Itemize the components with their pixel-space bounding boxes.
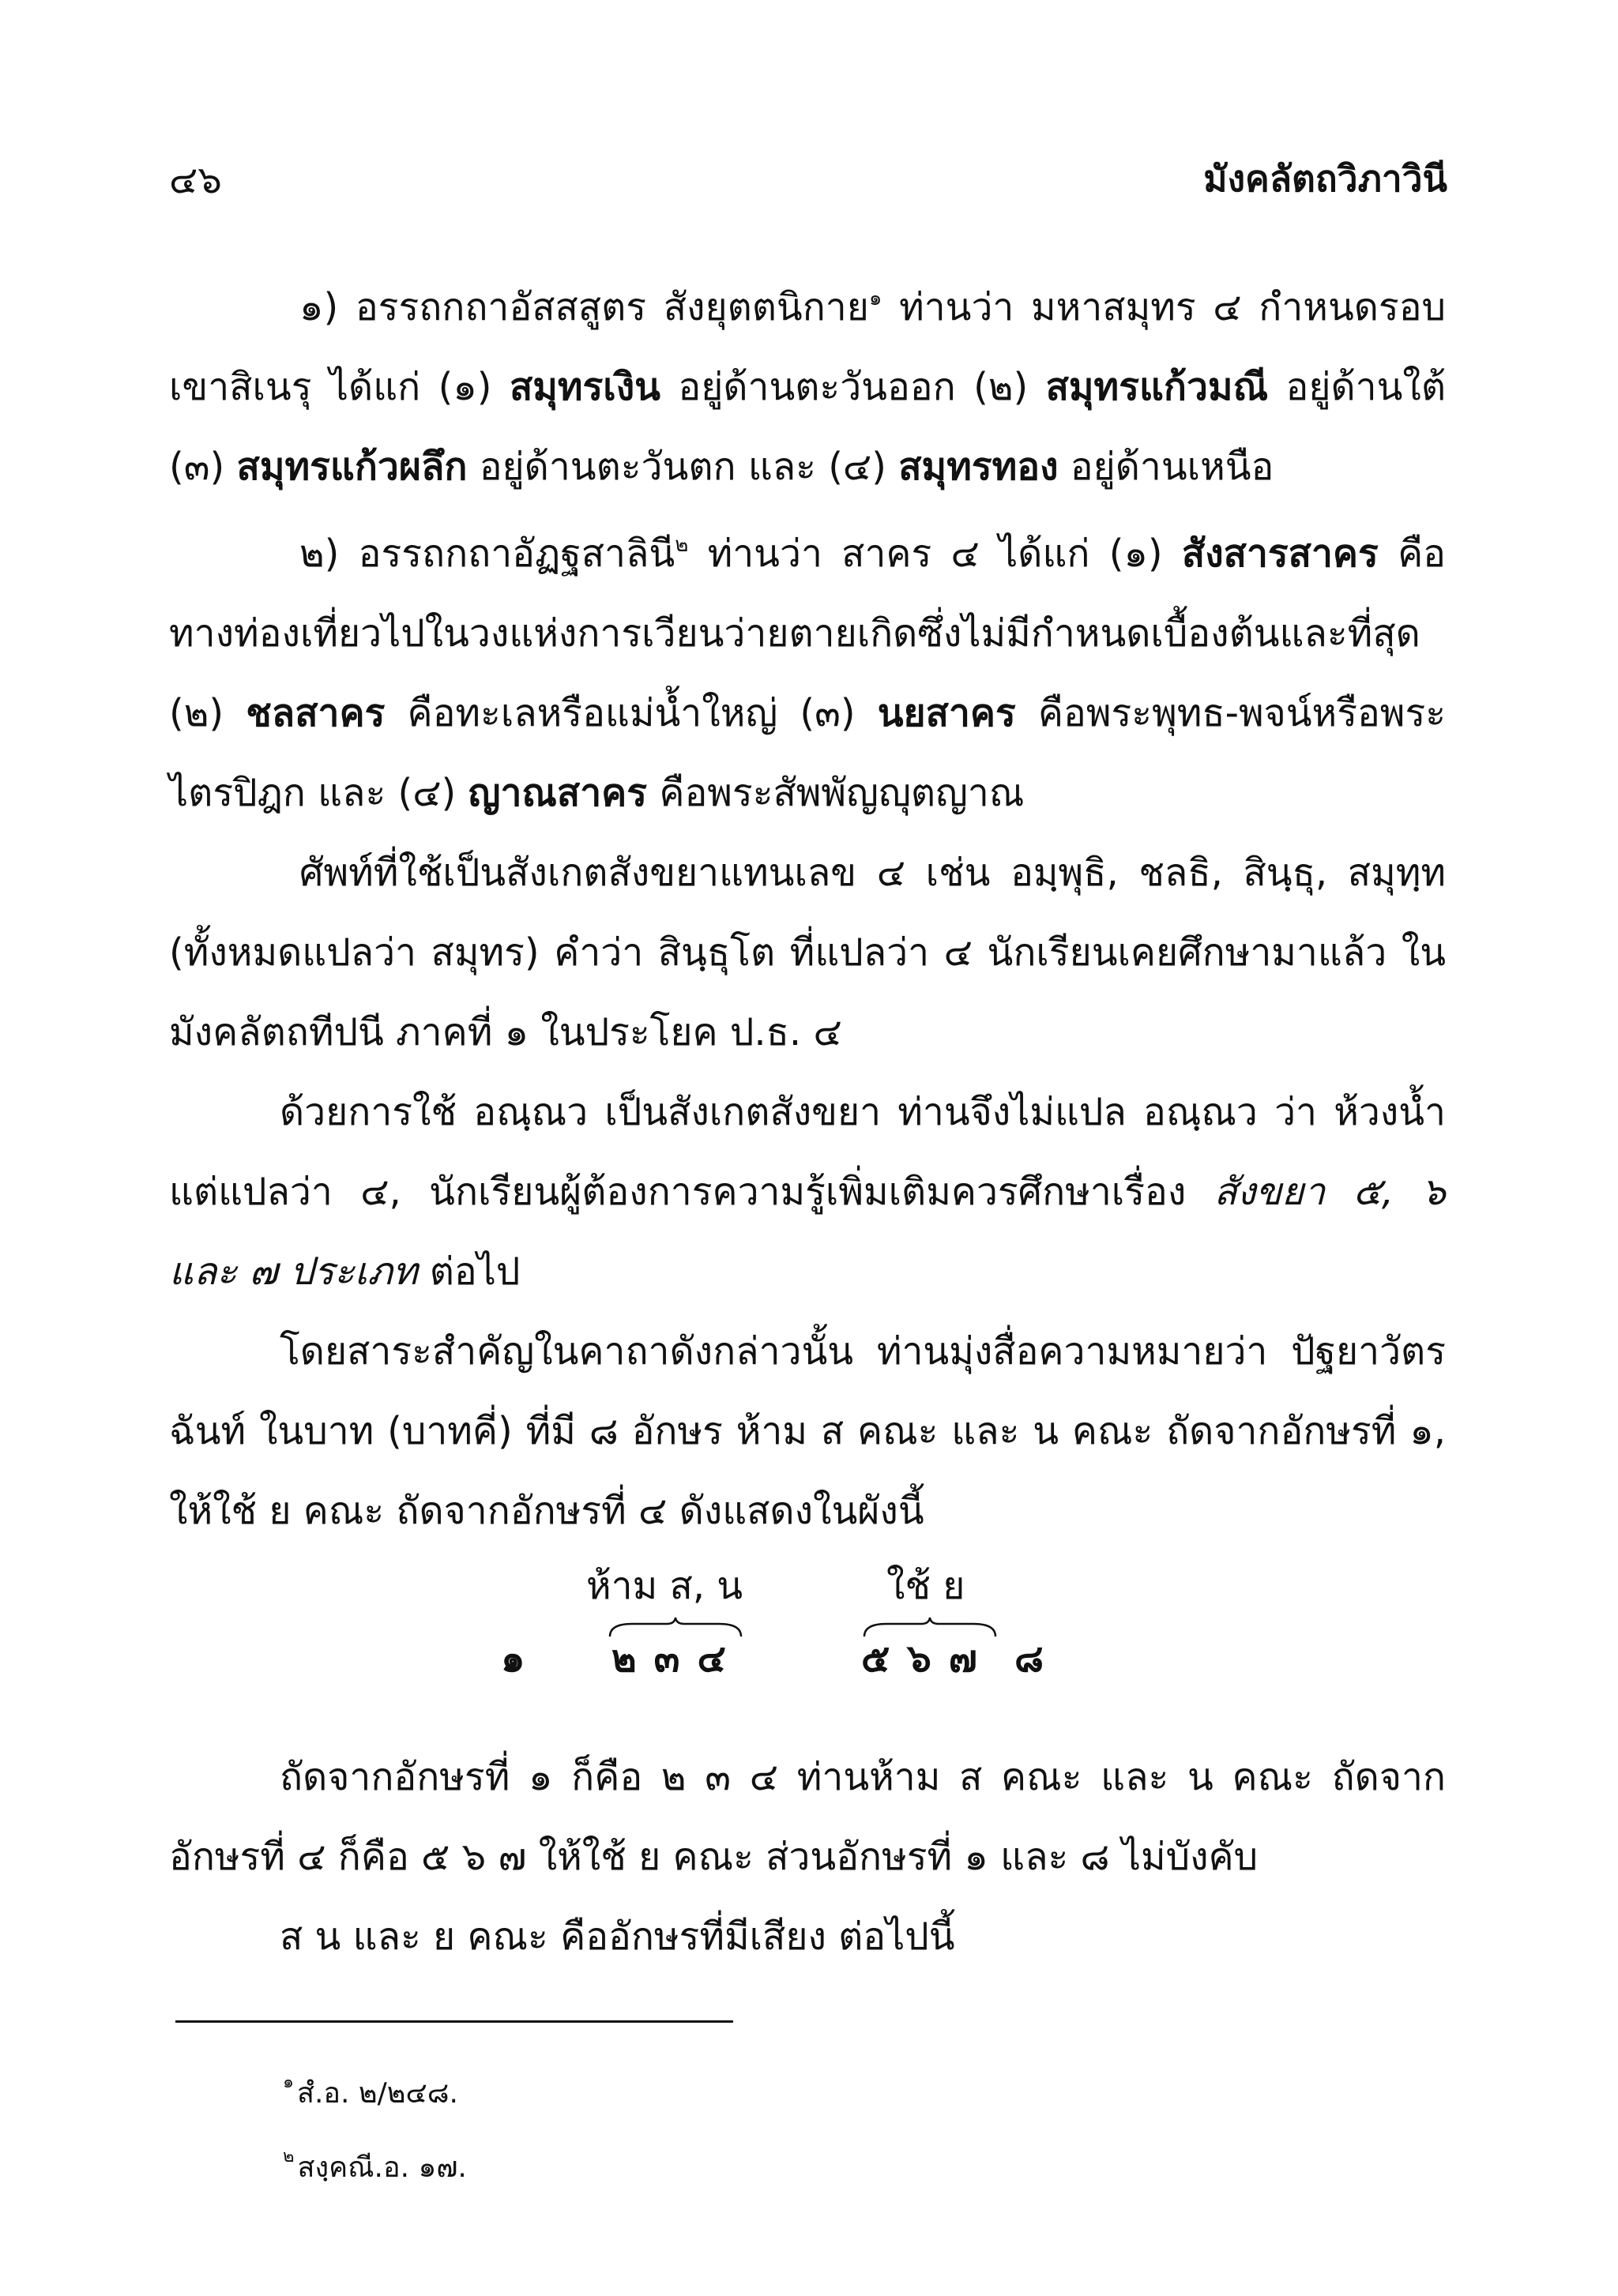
page-number: ๔๖ (169, 158, 222, 202)
p1-text-d: อยู่ด้านใต้ (๓) (169, 365, 1447, 489)
footnote-1 (283, 2054, 467, 2128)
term-silver-ocean: สมุทรเงิน (509, 365, 660, 409)
paragraph-5: โดยสาระสำคัญในคาถาดังกล่าวนั้น ท่านมุ่งสื่อความหมายว่า ปัฐยาวัตรฉันท์ ในบาท (บาทคี่) ที่มี ๘ อักษร ห้าม ส คณะ และ น คณะ ถัดจากอักษรที่ ๑, ให้ใช้ ย คณะ ถัดจากอักษรที่ ๔ ดังแสดงในผังนี้ (169, 1329, 1447, 1533)
term-crystal-ocean: สมุทรแก้วผลึก (236, 445, 468, 489)
diagram-num-first: ๑ (501, 1637, 543, 1681)
paragraph-6: ถัดจากอักษรที่ ๑ ก็คือ ๒ ๓ ๔ ท่านห้าม ส คณะ และ น คณะ ถัดจากอักษรที่ ๔ ก็คือ ๕ ๖ ๗ ให้ใช้ ย คณะ ส่วนอักษรที่ ๑ และ ๘ ไม่บังคับ (169, 1755, 1446, 1879)
diagram-label-use: ใช้ ย (886, 1564, 965, 1608)
paragraph-1 (169, 261, 1446, 507)
p1-text-f: อยู่ด้านเหนือ (1058, 445, 1274, 489)
paragraph-2 (169, 507, 1446, 833)
p1-text-e: อยู่ด้านตะวันตก และ (๔) (467, 445, 899, 489)
diagram-label-forbid: ห้าม ส, น (586, 1564, 743, 1608)
footnote-mark-2: ๒ (283, 2147, 295, 2166)
footnotes (283, 2054, 467, 2202)
p2-text-b: ท่านว่า สาคร ๔ ได้แก่ (๑) (688, 532, 1182, 576)
p2-text-f: คือพระสัพพัญญุตญาณ (647, 771, 1025, 815)
footnote-text-1: สํ.อ. ๒/๒๔๘. (296, 2077, 458, 2110)
p1-text-c: อยู่ด้านตะวันออก (๒) (660, 365, 1046, 409)
term-chon-sakhon: ชลสาคร (246, 691, 386, 735)
main-text (169, 261, 1446, 1551)
footnote-ref-2: ๒ (675, 533, 689, 557)
paragraph-7: ส น และ ย คณะ คืออักษรที่มีเสียง ต่อไปนี้ (280, 1915, 955, 1959)
p2-text-c: คือทางท่องเที่ยวไปในวงแห่งการเวียนว่ายตายเกิดซึ่งไม่มีกำหนดเบื้องต้นและที่สุด (๒) (169, 532, 1447, 735)
footnote-text-2: สงฺคณี.อ. ๑๗. (297, 2151, 467, 2184)
term-gem-ocean: สมุทรแก้วมณี (1045, 365, 1269, 409)
p4-text-a: ด้วยการใช้ อณฺณว เป็นสังเกตสังขยา ท่านจึงไม่แปล อณฺณว ว่า ห้วงน้ำ แต่แปลว่า ๔, นักเรียนผู้ต้องการความรู้เพิ่มเติมควรศึกษาเรื่อง (169, 1090, 1446, 1214)
term-naya-sakhon: นยสาคร (877, 691, 1016, 735)
p4-text-b: ต่อไป (417, 1249, 521, 1294)
diagram-nums-forbid: ๒๓๔ (611, 1637, 743, 1681)
term-yana-sakhon: ญาณสาคร (468, 771, 648, 815)
footnote-mark-1: ๑ (283, 2072, 294, 2092)
p4-italic-ref: สังขยา ๕, ๖ และ ๗ ประเภท (169, 1170, 1446, 1294)
syllable-diagram (0, 1556, 1618, 1706)
footnote-ref-1: ๑ (868, 287, 882, 310)
footnote-divider (175, 2020, 733, 2023)
diagram-nums-use: ๕๖๗ (861, 1637, 995, 1681)
p2-text-a: ๒) อรรถกถาอัฏฐสาลินี (299, 532, 675, 576)
p1-text-a: ๑) อรรถกถาอัสสสูตร สังยุตตนิกาย (299, 285, 869, 329)
footnote-2 (283, 2128, 467, 2202)
paragraph-4 (169, 1073, 1446, 1312)
p2-text-e: คือพระพุทธ-พจน์หรือพระไตรปิฎก และ (๔) (169, 691, 1446, 815)
p2-text-d: คือทะเลหรือแม่น้ำใหญ่ (๓) (385, 691, 878, 735)
p1-text-b: ท่านว่า มหาสมุทร ๔ กำหนดรอบเขาสิเนรุ ได้แก่ (๑) (169, 285, 1447, 409)
paragraph-3: ศัพท์ที่ใช้เป็นสังเกตสังขยาแทนเลข ๔ เช่น อมฺพุธิ, ชลธิ, สินฺธุ, สมุทฺท (ทั้งหมดแปลว่า สมุทร) คำว่า สินฺธุโต ที่แปลว่า ๔ นักเรียนเคยศึกษามาแล้ว ในมังคลัตถทีปนี ภาคที่ ๑ ในประโยค ป.ธ. ๔ (169, 851, 1446, 1054)
main-text-continued (169, 1738, 1446, 1977)
diagram-num-last: ๘ (1014, 1637, 1062, 1681)
running-title: มังคลัตถวิภาวินี (1203, 157, 1447, 200)
page-header (0, 150, 1618, 213)
term-sangsara-sakhon: สังสารสาคร (1181, 532, 1379, 576)
term-gold-ocean: สมุทรทอง (898, 445, 1059, 489)
